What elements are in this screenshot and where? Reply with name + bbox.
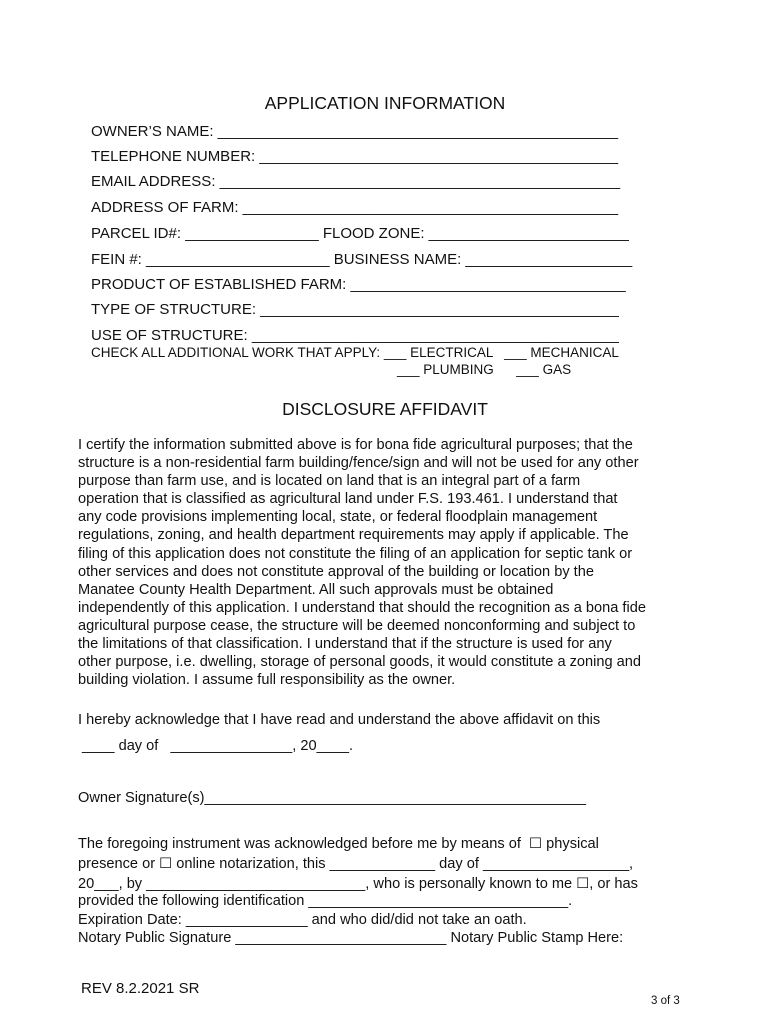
additional-work-checklist-row2[interactable]: ___ PLUMBING ___ GAS bbox=[397, 362, 572, 377]
application-heading: APPLICATION INFORMATION bbox=[264, 93, 506, 113]
affidavit-line: the limitations of that classification. I understand that if the structure is used for any bbox=[78, 636, 612, 653]
affidavit-line: other services and does not constitute approval of the building or location by the bbox=[78, 563, 594, 580]
acknowledge-date-field[interactable]: ____ day of _______________, 20____. bbox=[78, 738, 354, 754]
revision-label: REV 8.2.2021 SR bbox=[81, 980, 200, 997]
affidavit-line: building violation. I assume full responsibility as the owner. bbox=[78, 672, 456, 689]
owner-signature-field[interactable]: Owner Signature(s)_______________________________________________ bbox=[78, 790, 586, 806]
affidavit-line: any code provisions implementing local, state, or federal floodplain management bbox=[78, 509, 598, 526]
affidavit-line: I certify the information submitted above is for bona fide agricultural purposes; that the bbox=[78, 437, 633, 453]
affidavit-line: purpose than farm use, and is located on land that is an integral part of a farm bbox=[78, 473, 581, 490]
owner-name-field[interactable]: OWNER’S NAME: ________________________________________________ bbox=[91, 123, 619, 140]
disclosure-heading: DISCLOSURE AFFIDAVIT bbox=[282, 399, 488, 419]
affidavit-line: independently of this application. I understand that should the recognition as a bona fide bbox=[78, 599, 646, 616]
affidavit-line: Manatee County Health Department. All such approvals must be obtained bbox=[78, 581, 554, 598]
affidavit-line: operation that is classified as agricultural land under F.S. 193.461. I understand that bbox=[78, 491, 618, 508]
notary-line-1[interactable]: The foregoing instrument was acknowledged before me by means of ☐ physical bbox=[78, 836, 599, 852]
notary-line-3[interactable]: 20___, by ___________________________, who is personally known to me ☐, or has bbox=[78, 876, 638, 892]
page-number: 3 of 3 bbox=[651, 995, 680, 1007]
affidavit-line: agricultural purpose cease, the structure will be deemed nonconforming and subject to bbox=[78, 617, 636, 634]
notary-line-4[interactable]: provided the following identification ________________________________. bbox=[78, 893, 573, 909]
fein-business-name-field[interactable]: FEIN #: ______________________ BUSINESS NAME: ____________________ bbox=[91, 251, 633, 268]
product-of-farm-field[interactable]: PRODUCT OF ESTABLISHED FARM: _________________________________ bbox=[91, 276, 626, 293]
use-of-structure-field[interactable]: USE OF STRUCTURE: ____________________________________________ bbox=[91, 327, 619, 344]
affidavit-line: structure is a non-residential farm building/fence/sign and will not be used for any other bbox=[78, 455, 639, 472]
notary-line-6[interactable]: Notary Public Signature __________________________ Notary Public Stamp Here: bbox=[78, 930, 624, 946]
acknowledge-statement: I hereby acknowledge that I have read and understand the above affidavit on this bbox=[78, 712, 601, 728]
affidavit-line: filing of this application does not constitute the filing of an application for septic tank or bbox=[78, 545, 633, 562]
affidavit-line: regulations, zoning, and health department requirements may apply if applicable. The bbox=[78, 527, 629, 544]
type-of-structure-field[interactable]: TYPE OF STRUCTURE: ___________________________________________ bbox=[91, 301, 619, 318]
email-field[interactable]: EMAIL ADDRESS: ________________________________________________ bbox=[91, 173, 621, 190]
affidavit-paragraph bbox=[78, 436, 688, 689]
parcel-flood-zone-field[interactable]: PARCEL ID#: ________________ FLOOD ZONE: ________________________ bbox=[91, 225, 629, 242]
telephone-field[interactable]: TELEPHONE NUMBER: ___________________________________________ bbox=[91, 148, 619, 165]
additional-work-checklist[interactable]: CHECK ALL ADDITIONAL WORK THAT APPLY: ___ ELECTRICAL ___ MECHANICAL bbox=[91, 345, 619, 360]
notary-line-2[interactable]: presence or ☐ online notarization, this _____________ day of __________________, bbox=[78, 856, 634, 872]
address-of-farm-field[interactable]: ADDRESS OF FARM: _____________________________________________ bbox=[91, 199, 619, 216]
affidavit-line: other purpose, i.e. dwelling, storage of personal goods, it would constitute a zoning and bbox=[78, 654, 642, 671]
notary-line-5[interactable]: Expiration Date: _______________ and who did/did not take an oath. bbox=[78, 912, 527, 928]
